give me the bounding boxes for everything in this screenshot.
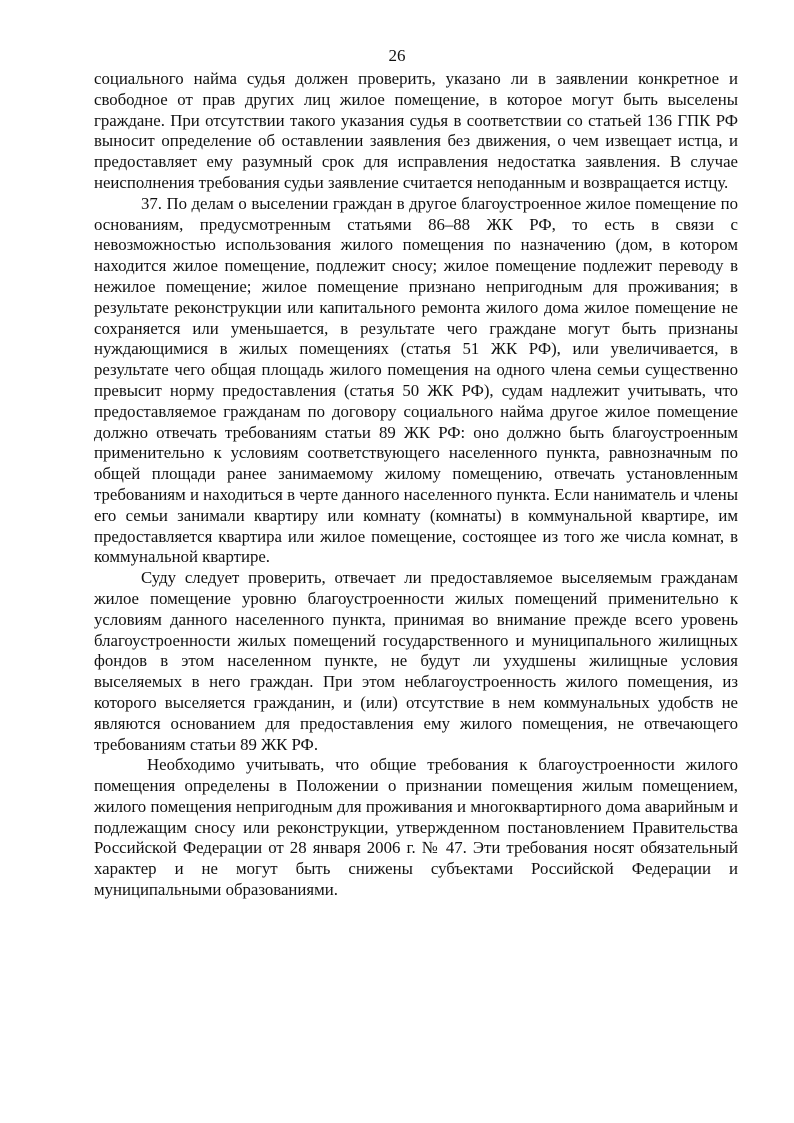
paragraph-requirements: Необходимо учитывать, что общие требования к благоустроенности жилого помещения определены в Положении о признании помещения жилым помещением, жилого помещения непригодным для проживания и многоквартирного дома аварийным и подлежащим сносу или реконструкции, утвержденном постановлением Правительства Российской Федерации от 28 января 2006 г. № 47. Эти требования носят обязательный характер и не могут быть снижены субъектами Российской Федерации и муниципальными образованиями. [94,755,738,900]
paragraph-court-check: Суду следует проверить, отвечает ли предоставляемое выселяемым гражданам жилое помещение уровню благоустроенности жилых помещений применительно к условиям данного населенного пункта, принимая во внимание прежде всего уровень благоустроенности жилых помещений государственного и муниципального жилищных фондов в этом населенном пункте, не будут ли ухудшены жилищные условия выселяемых в него граждан. При этом неблагоустроенность жилого помещения, из которого выселяется гражданин, и (или) отсутствие в нем коммунальных удобств не являются основанием для предоставления ему жилого помещения, не отвечающего требованиям статьи 89 ЖК РФ. [94,568,738,754]
paragraph-item-37: 37. По делам о выселении граждан в другое благоустроенное жилое помещение по основаниям, предусмотренным статьями 86–88 ЖК РФ, то есть в связи с невозможностью использования жилого помещения по назначению (дом, в котором находится жилое помещение, подлежит сносу; жилое помещение подлежит переводу в нежилое помещение; жилое помещение признано непригодным для проживания; в результате реконструкции или капитального ремонта жилого дома жилое помещение не сохраняется или уменьшается, в результате чего граждане могут быть признаны нуждающимися в жилых помещениях (статья 51 ЖК РФ), или увеличивается, в результате чего общая площадь жилого помещения на одного члена семьи существенно превысит норму предоставления (статья 50 ЖК РФ), судам надлежит учитывать, что предоставляемое гражданам по договору социального найма другое жилое помещение должно отвечать требованиям статьи 89 ЖК РФ: оно должно быть благоустроенным применительно к условиям соответствующего населенного пункта, равнозначным по общей площади ранее занимаемому жилому помещению, отвечать установленным требованиям и находиться в черте данного населенного пункта. Если наниматель и члены его семьи занимали квартиру или комнату (комнаты) в коммунальной квартире, им предоставляется квартира или жилое помещение, состоящее из того же числа комнат, в коммунальной квартире. [94,193,738,567]
paragraph-continued: социального найма судья должен проверить, указано ли в заявлении конкретное и свободное от прав других лиц жилое помещение, в которое могут быть выселены граждане. При отсутствии такого указания судья в соответствии со статьей 136 ГПК РФ выносит определение об оставлении заявления без движения, о чем извещает истца, и предоставляет ему разумный срок для исправления недостатка заявления. В случае неисполнения требования судьи заявление считается неподанным и возвращается истцу. [94,69,738,192]
page-number: 26 [388,46,406,65]
document-body [94,69,738,901]
